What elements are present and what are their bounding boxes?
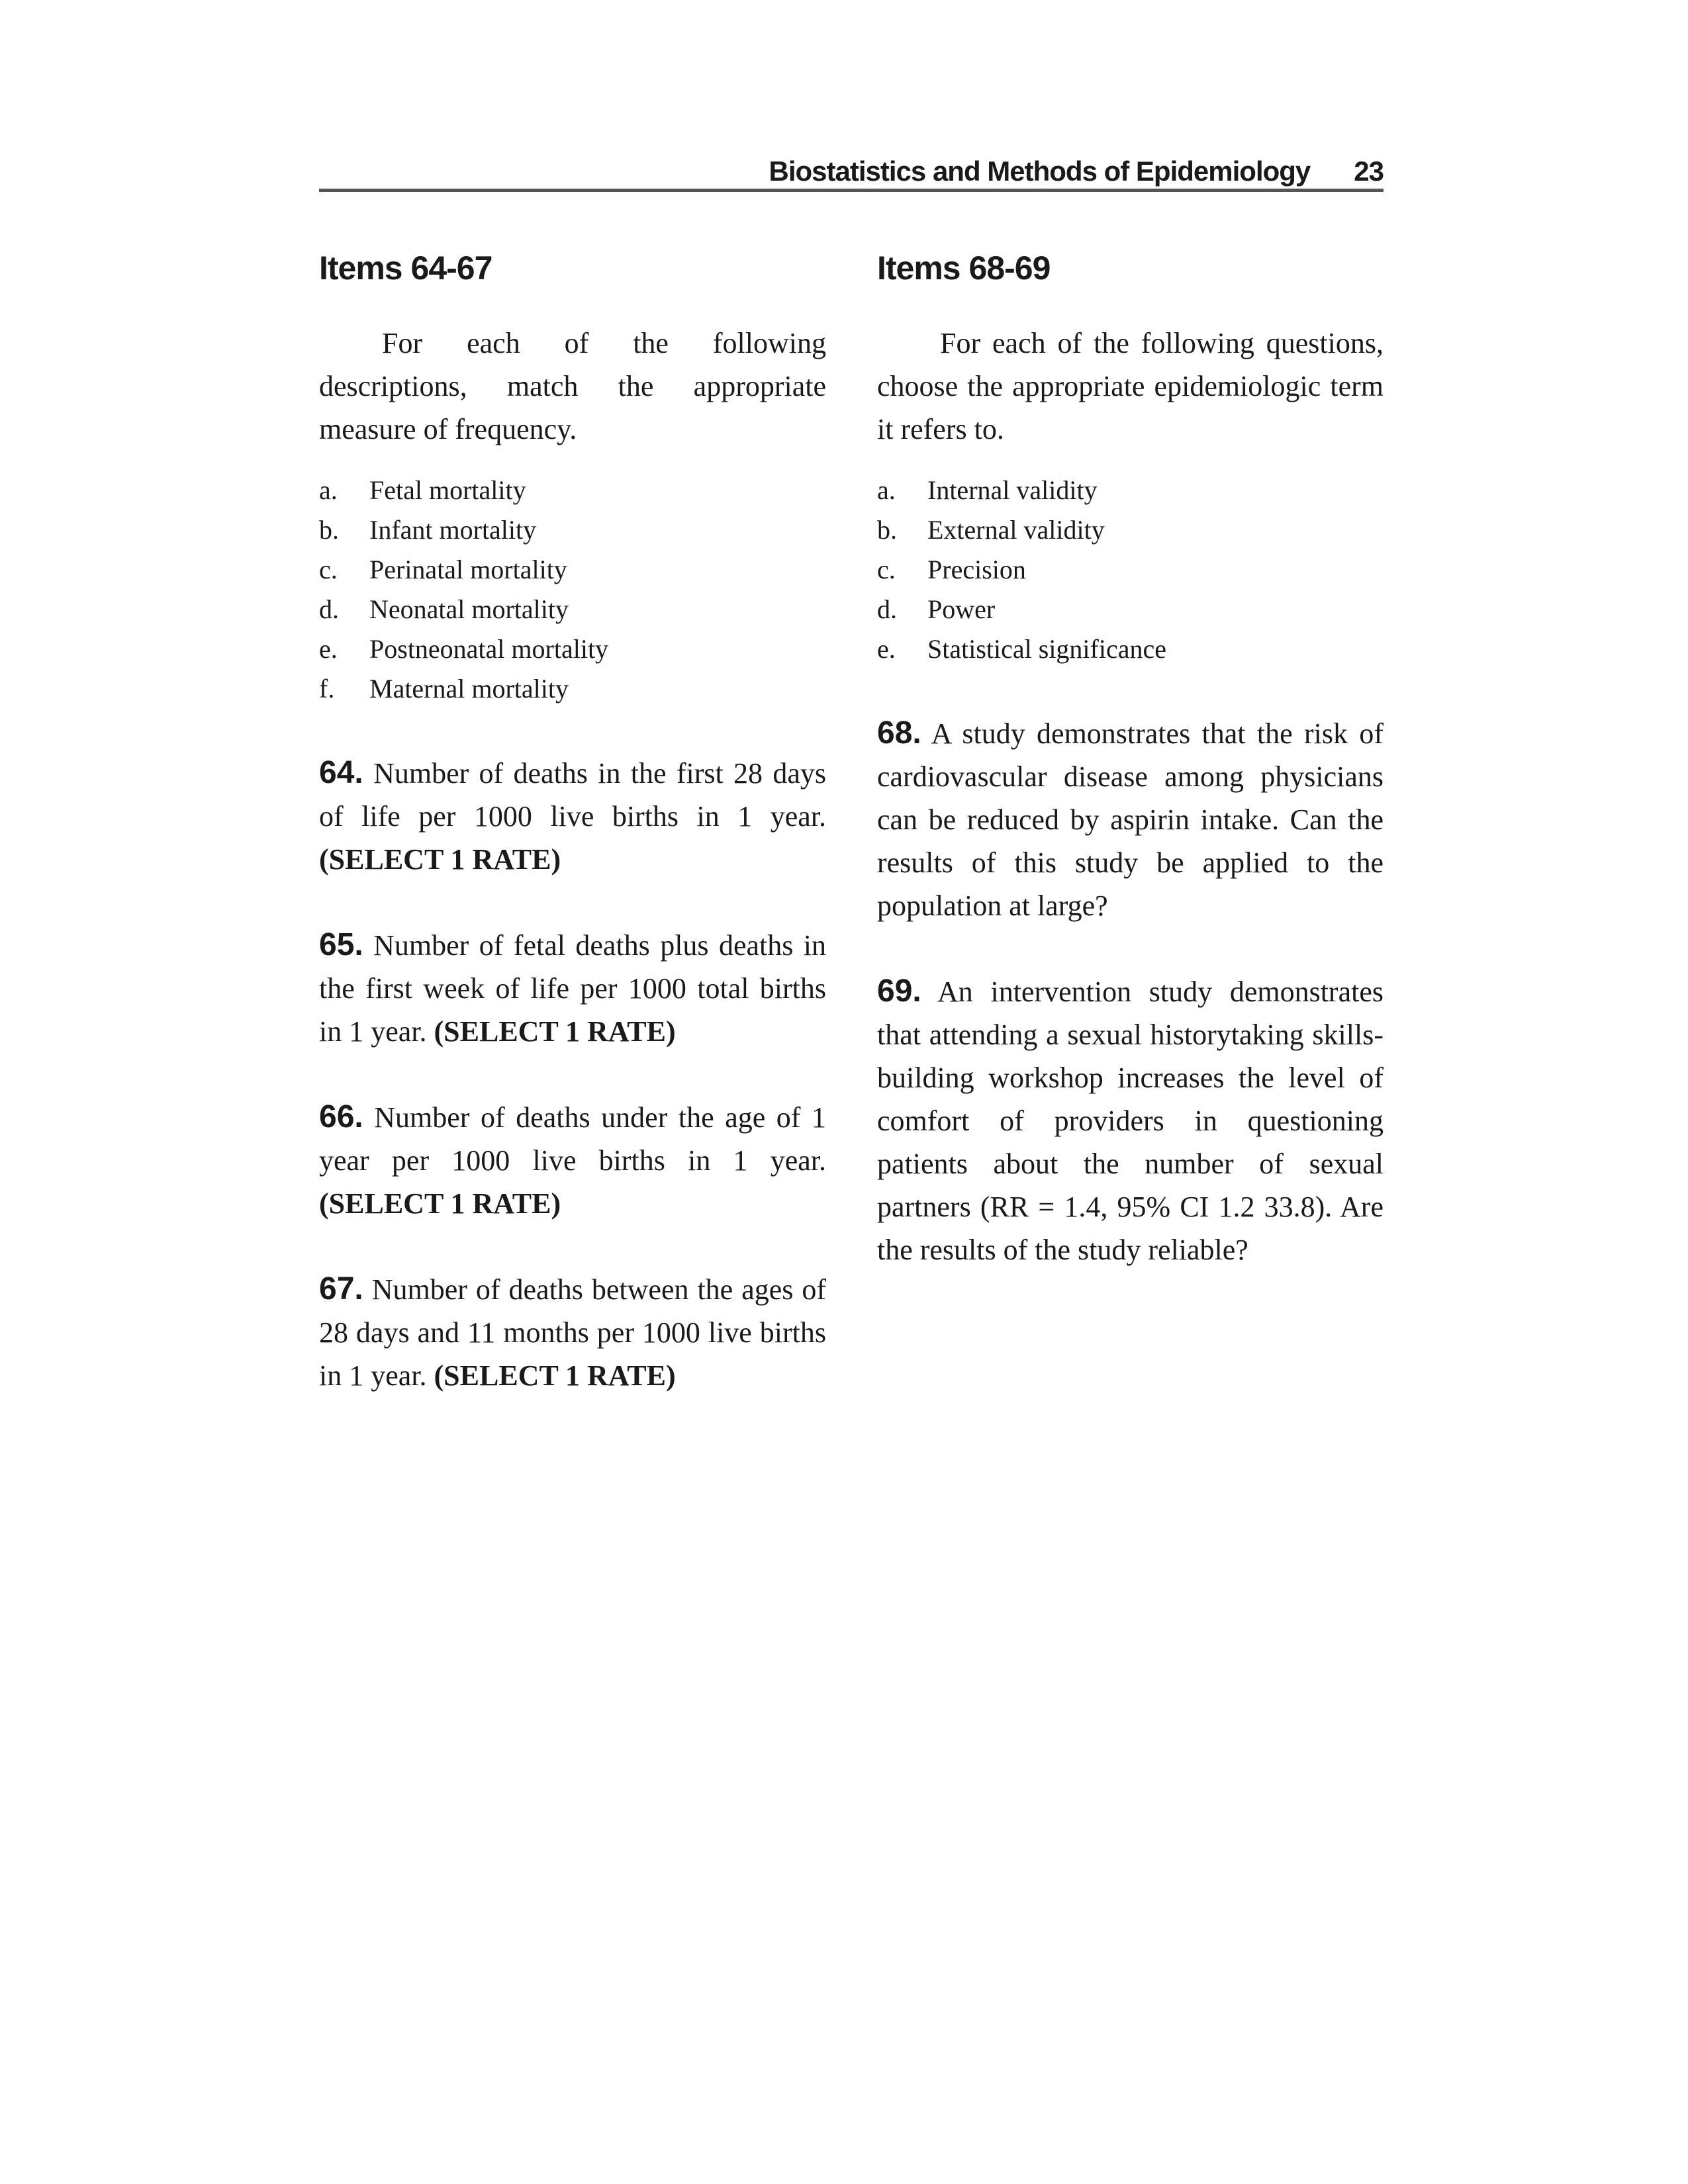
choice-letter: b.	[319, 515, 339, 545]
choice-item	[319, 629, 826, 669]
question-text: A study demonstrates that the risk of cardiovascular disease among physicians can be reduced by aspirin intake. Can the results of this study be applied to the population at large?	[877, 717, 1383, 922]
choice-item	[877, 471, 1383, 510]
question-text: Number of fetal deaths plus deaths in the first week of life per 1000 total births in 1 year.	[319, 929, 826, 1048]
choice-letter: d.	[319, 594, 339, 624]
choice-text: Power	[927, 594, 996, 624]
choice-list	[877, 471, 1383, 669]
choice-letter: f.	[319, 674, 335, 704]
choice-text: Internal validity	[927, 475, 1098, 505]
question-67	[319, 1267, 826, 1397]
question-64	[319, 751, 826, 881]
choice-list	[319, 471, 826, 709]
page-number: 23	[1354, 156, 1383, 187]
instructions: For each of the following descriptions, match the appropriate measure of frequency.	[319, 327, 826, 445]
choice-text: Perinatal mortality	[369, 555, 567, 584]
question-number: 66.	[319, 1099, 363, 1134]
items-heading: Items 64-67	[319, 250, 492, 287]
question-66	[319, 1095, 826, 1225]
question-number: 65.	[319, 927, 363, 962]
choice-text: Postneonatal mortality	[369, 634, 609, 664]
choice-letter: e.	[319, 634, 338, 664]
question-69	[877, 970, 1383, 1271]
choice-item	[877, 550, 1383, 590]
question-text: Number of deaths between the ages of 28 days and 11 months per 1000 live births in 1 year.	[319, 1273, 827, 1392]
question-65	[319, 923, 826, 1053]
choice-letter: d.	[877, 594, 897, 624]
items-heading: Items 68-69	[877, 250, 1051, 287]
choice-item	[877, 629, 1383, 669]
choice-item	[319, 669, 826, 709]
question-tag: (SELECT 1 RATE)	[319, 1187, 561, 1220]
question-number: 64.	[319, 755, 363, 790]
instructions: For each of the following questions, choose the appropriate epidemiologic term it refers to.	[877, 327, 1383, 445]
choice-item	[319, 471, 826, 510]
choice-text: Fetal mortality	[369, 475, 526, 505]
choice-letter: a.	[319, 475, 338, 505]
right-column	[877, 245, 1383, 1271]
choice-letter: b.	[877, 515, 897, 545]
question-text: Number of deaths under the age of 1 year per 1000 live births in 1 year.	[319, 1101, 826, 1177]
choice-text: Infant mortality	[369, 515, 537, 545]
question-number: 67.	[319, 1271, 363, 1306]
question-text: Number of deaths in the first 28 days of life per 1000 live births in 1 year.	[319, 757, 827, 833]
question-number: 68.	[877, 715, 921, 751]
choice-item	[319, 550, 826, 590]
choice-text: Statistical significance	[927, 634, 1166, 664]
choice-letter: c.	[319, 555, 338, 584]
question-68	[877, 711, 1383, 927]
choice-item	[319, 510, 826, 550]
left-column	[319, 245, 826, 1397]
question-tag: (SELECT 1 RATE)	[319, 843, 561, 876]
choice-letter: a.	[877, 475, 896, 505]
choice-text: Precision	[927, 555, 1026, 584]
choice-item	[877, 510, 1383, 550]
choice-text: Neonatal mortality	[369, 594, 569, 624]
choice-letter: e.	[877, 634, 896, 664]
choice-item	[877, 590, 1383, 629]
choice-text: External validity	[927, 515, 1105, 545]
question-text: An intervention study demonstrates that attending a sexual historytaking skills-building workshop increases the level of comfort of providers in questioning patients about the number of sexual partners (RR = 1.4, 95% CI 1.2 33.8). Are the results of the study reliable?	[877, 976, 1383, 1266]
question-number: 69.	[877, 974, 921, 1009]
question-tag: (SELECT 1 RATE)	[434, 1359, 676, 1392]
choice-text: Maternal mortality	[369, 674, 569, 704]
running-header	[319, 158, 1383, 192]
running-title: Biostatistics and Methods of Epidemiology	[769, 156, 1311, 187]
choice-item	[319, 590, 826, 629]
question-tag: (SELECT 1 RATE)	[434, 1015, 676, 1048]
choice-letter: c.	[877, 555, 896, 584]
